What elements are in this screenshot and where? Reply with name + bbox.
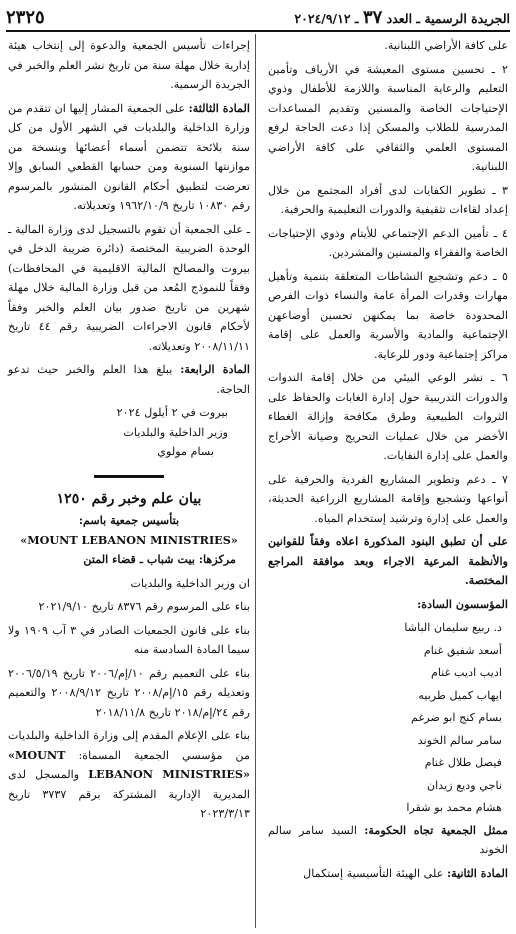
paragraph: ٧ ـ دعم وتطوير المشاريع الفردية والحرفية على أنواعها وتشجيع وإقامة المشاريع الزراعية الحديثة، والعمل على إدارة وترشيد إستخدام المياه. <box>268 472 508 525</box>
article-two <box>268 864 508 884</box>
founder-name: ناجي وديع زيدان <box>426 778 502 792</box>
notice-subtitle: بتأسيس جمعية باسم: <box>78 513 180 527</box>
paragraph: ٢ ـ تحسين مستوى المعيشة في الأرياف وتأمين التعليم والرعاية المناسبة واللازمة للأطفال وذوي الإحتياجات الخاصة والمسنين وتقديم المساعدات المدرسية للطلاب والمسكن إذا دعت الحاجة لرفع المستوى العلمي والثقافي على كافة الأراضي اللبنانية. <box>268 62 508 173</box>
issue-date: ـ ٢٠٢٤/٩/١٢ <box>294 10 359 26</box>
rep-label: ممثل الجمعية تجاه الحكومة: <box>364 822 508 837</box>
paragraph: على كافة الأراضي اللبنانية. <box>384 39 508 52</box>
rep-name: السيد سامر سالم الخوند <box>268 823 508 856</box>
article-three-text: على الجمعية المشار إليها ان تتقدم من وزارة الداخلية والبلديات في الشهر الأول من كل سنة بلائحة تتضمن أسماء أعضائها وبنسخة من موازنتها السنوية ومن حسابها القطعي السابق وإلا تعرضت لتطبيق أحكام القانون المنشور بالمرسوم رقم ١٠٨٣٠ تاريخ ١٩٦٢/١٠/٩ وتعديلاته. <box>8 101 250 212</box>
issue-number: ٣٧ <box>362 6 383 28</box>
section-divider <box>8 470 250 484</box>
article-three <box>8 99 250 216</box>
clause-text: والمسجل لدى المديرية الإدارية المشتركة برقم ٣٧٣٧ تاريخ ٢٠٢٣/٣/١٣ <box>8 768 250 820</box>
clause: بناء على التعميم رقم ١٠/إم/٢٠٠٦ تاريخ ٢٠٠٦/٥/١٩ وتعديله رقم ١٥/إم/٢٠٠٨ تاريخ ٢٠٠٨/٩/١٢ والتعميم رقم ٢٤/إم/٢٠١٨ تاريخ ٢٠١٨/١١/٨ <box>8 666 251 719</box>
founder-name: هشام محمد بو شقرا <box>406 801 502 814</box>
paragraph: ٣ ـ تطوير الكفايات لدى أفراد المجتمع من خلال إعداد لقاءات تثقيفية والدورات التعليمية والحرفية. <box>268 183 508 216</box>
founders-label: المؤسسون السادة: <box>417 596 508 611</box>
article-four <box>8 360 250 399</box>
founder-name: د. ربيع سليمان الباشا <box>404 621 502 634</box>
paragraph-conditions: على أن تطبق البنود المذكورة اعلاه وفقاً للقوانين والأنظمة المرعية الاجراء وبعد موافقة المراجع المختصة. <box>268 534 508 587</box>
article-two-label: المادة الثانية: <box>446 865 508 880</box>
signature-date: بيروت في ٢ أيلول ٢٠٢٤ <box>116 406 228 419</box>
paragraph: ٤ ـ تأمين الدعم الإجتماعي للأيتام وذوي الإحتياجات الخاصة والفقراء والمسنين والمشردين. <box>268 226 508 259</box>
article-three-label: المادة الثالثة: <box>188 100 250 115</box>
clause-text: بناء على الإعلام المقدم إلى وزارة الداخلية والبلديات من مؤسسي الجمعية المسماة: <box>8 729 251 762</box>
government-representative <box>268 821 508 860</box>
founder-name: سامر سالم الخوند <box>417 733 502 747</box>
paragraph: ٦ ـ نشر الوعي البيئي من خلال إقامة الندوات والدورات التدريبية حول إدارة الغابات والحفاظ على الثروات الطبيعية وطرق مكافحة وإزالة الغطاء الأخضر من خلال عمليات التحريج وصيانة الأحراج والعمل على إدارة النفايات. <box>268 371 508 462</box>
article-four-text: يبلغ هذا العلم والخبر حيث تدعو الحاجة. <box>8 363 250 396</box>
article-four-label: المادة الرابعة: <box>180 362 251 376</box>
founder-name: ايهاب كميل طربيه <box>418 688 502 702</box>
notice-title: بيان علم وخبر رقم ١٢٥٠ <box>56 490 202 507</box>
signature-title: وزير الداخلية والبلديات <box>123 425 228 439</box>
gazette-name: الجريدة الرسمية ـ العدد <box>386 10 510 26</box>
founder-name: فيصل طلال غنام <box>424 756 502 769</box>
founder-name: اديب اديب غنام <box>430 666 502 679</box>
founder-name: بسام كنج ابو ضرغم <box>411 711 502 724</box>
article-two-text: على الهيئة التأسيسية إستكمال <box>303 866 444 880</box>
signature-name: بسام مولوي <box>157 445 214 458</box>
clause <box>8 726 250 824</box>
paragraph: ٥ ـ دعم وتشجيع النشاطات المتعلقة بتنمية وتأهيل مهارات وقدرات المرأة عامة والنساء ذوات الفرص المحدودة خاصة بما يمكنهن تحسين أوضاعهن الإجتماعية والمادية والأسرية والعمل على إقامة مراكز إجتماعية ودور للرعاية. <box>268 269 508 361</box>
page-header <box>6 4 510 32</box>
clause: ان وزير الداخلية والبلديات <box>130 576 250 590</box>
paragraph: إجراءات تأسيس الجمعية والدعوة إلى إنتخاب هيئة إدارية خلال مهلة سنة من تاريخ نشر العلم والخبر في الجريدة الرسمية. <box>8 39 250 91</box>
clause: بناء على قانون الجمعيات الصادر في ٣ آب ١٩٠٩ ولا سيما المادة السادسة منه <box>8 623 250 656</box>
left-column <box>8 36 250 828</box>
headquarters: مركزها: بيت شباب ـ قضاء المتن <box>83 552 236 566</box>
column-divider <box>255 34 256 928</box>
page-number: ٢٣٢٥ <box>6 6 45 28</box>
header-title <box>294 7 510 28</box>
association-name-inline: «MOUNT LEBANON MINISTRIES» <box>8 747 250 781</box>
association-name: «MOUNT LEBANON MINISTRIES» <box>20 532 238 547</box>
paragraph-tax: ـ على الجمعية أن تقوم بالتسجيل لدى وزارة المالية ـ الوحدة الضريبية المختصة (دائرة ضريبة الدخل في بيروت والمصالح المالية الاقليمية في المحافظات) وفقاً للنموذج المُعد من قبل وزارة المالية خلال مهلة شهرين من تاريخ صدور بيان العلم والخبر وفقاً لأحكام قانون الاجراءات الضريبية رقم ٤٤ تاريخ ٢٠٠٨/١١/١١ وتعديلاته. <box>8 222 250 353</box>
right-column <box>268 36 508 887</box>
clause: بناء على المرسوم رقم ٨٣٧٦ تاريخ ٢٠٢١/٩/١٠ <box>38 600 250 613</box>
founder-name: أسعد شفيق غنام <box>423 643 502 657</box>
